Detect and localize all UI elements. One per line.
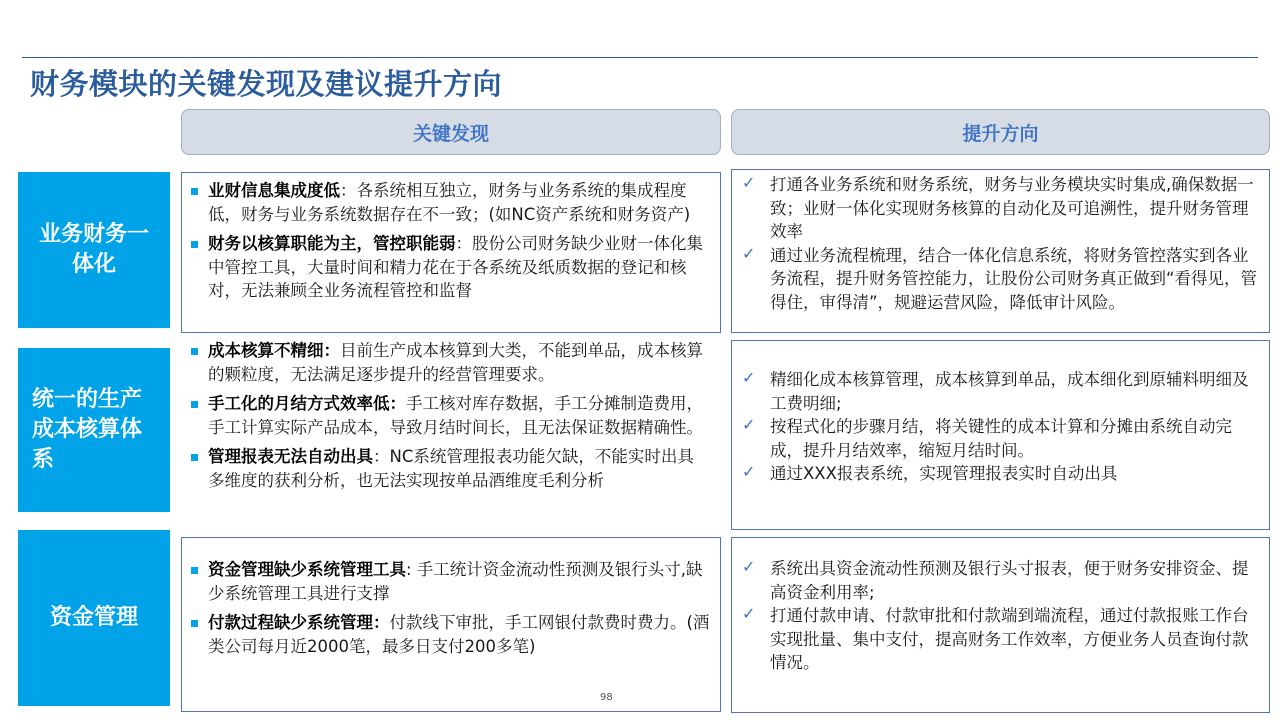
finding-heading: 成本核算不精细： bbox=[208, 341, 340, 360]
improvements-list-1 bbox=[742, 173, 1262, 314]
improvement-item bbox=[742, 368, 1262, 415]
checkmark-icon: ✓ bbox=[742, 243, 756, 263]
finding-text: ：NC系统管理报表功能欠缺，不能实时出具多维度的获利分析，也无法实现按单品酒维度毛利分析 bbox=[208, 447, 694, 490]
page-title: 财务模块的关键发现及建议提升方向 bbox=[30, 67, 503, 101]
column-header-improvements: 提升方向 bbox=[731, 109, 1270, 155]
row-label-line: 统一的生产 bbox=[32, 387, 143, 412]
finding-heading: 付款过程缺少系统管理： bbox=[208, 613, 390, 632]
row-label-production-costing bbox=[18, 348, 170, 512]
row-label-line: 成本核算体 bbox=[32, 417, 143, 442]
column-header-findings: 关键发现 bbox=[181, 109, 721, 155]
improvement-text: 通过XXX报表系统，实现管理报表实时自动出具 bbox=[770, 464, 1118, 483]
finding-heading: 手工化的月结方式效率低： bbox=[208, 394, 406, 413]
finding-heading: 财务以核算职能为主，管控职能弱 bbox=[208, 234, 456, 253]
finding-heading: 管理报表无法自动出具 bbox=[208, 447, 373, 466]
checkmark-icon: ✓ bbox=[742, 173, 756, 192]
row-label-treasury bbox=[18, 530, 170, 706]
improvement-text: 打通付款申请、付款审批和付款端到端流程，通过付款报账工作台实现批量、集中支付，提高财务工作效率，方便业务人员查询付款情况。 bbox=[770, 606, 1249, 672]
finding-text: 手工核对库存数据，手工分摊制造费用，手工计算实际产品成本，导致月结时间长，且无法保证数据精确性。 bbox=[208, 394, 703, 437]
checkmark-icon: ✓ bbox=[742, 557, 756, 576]
improvement-text: 通过业务流程梳理，结合一体化信息系统，将财务管控落实到各业务流程，提升财务管控能力，让股份公司财务真正做到“看得见，管得住，审得清”，规避运营风险，降低审计风险。 bbox=[770, 245, 1258, 312]
row-label-line: 体化 bbox=[71, 252, 116, 277]
improvement-text: 按程式化的步骤月结，将关键性的成本计算和分摊由系统自动完成，提升月结效率，缩短月结时间。 bbox=[770, 417, 1232, 460]
finding-text: ：各系统相互独立，财务与业务系统的集成程度低，财务与业务系统数据存在不一致；(如NC资产系统和财务资产) bbox=[208, 181, 691, 224]
finding-heading: 业财信息集成度低 bbox=[208, 181, 340, 200]
square-bullet-icon bbox=[191, 188, 198, 195]
finding-item bbox=[190, 445, 710, 492]
improvements-list-2 bbox=[742, 368, 1262, 486]
improvement-text: 精细化成本核算管理，成本核算到单品，成本细化到原辅料明细及工费明细; bbox=[770, 370, 1249, 413]
finding-item bbox=[190, 558, 710, 605]
square-bullet-icon bbox=[191, 567, 198, 574]
finding-text: : 手工统计资金流动性预测及银行头寸,缺少系统管理工具进行支撑 bbox=[208, 560, 703, 603]
square-bullet-icon bbox=[191, 620, 198, 627]
finding-text: 付款线下审批，手工网银付款费时费力。(酒类公司每月近2000笔，最多日支付200多笔) bbox=[208, 613, 710, 656]
improvement-item bbox=[742, 173, 1262, 244]
checkmark-icon: ✓ bbox=[742, 415, 756, 434]
finding-item bbox=[190, 611, 710, 658]
finding-item bbox=[190, 339, 710, 386]
row-label-line: 系 bbox=[32, 447, 55, 472]
finding-item bbox=[190, 232, 710, 303]
improvement-item bbox=[742, 557, 1262, 604]
improvement-text: 系统出具资金流动性预测及银行头寸报表，便于财务安排资金、提高资金利用率; bbox=[770, 559, 1249, 602]
finding-text: 目前生产成本核算到大类，不能到单品，成本核算的颗粒度，无法满足逐步提升的经营管理要求。 bbox=[208, 341, 703, 384]
improvement-item bbox=[742, 415, 1262, 462]
finding-text: ：股份公司财务缺少业财一体化集中管控工具，大量时间和精力花在于各系统及纸质数据的登记和核对，无法兼顾全业务流程管控和监督 bbox=[208, 234, 703, 300]
checkmark-icon: ✓ bbox=[742, 462, 756, 481]
square-bullet-icon bbox=[191, 454, 198, 461]
improvement-item bbox=[742, 244, 1262, 315]
square-bullet-icon bbox=[191, 348, 198, 355]
row-label-business-finance bbox=[18, 172, 170, 328]
page-number: 98 bbox=[600, 692, 613, 703]
checkmark-icon: ✓ bbox=[742, 368, 756, 387]
square-bullet-icon bbox=[191, 401, 198, 408]
finding-item bbox=[190, 179, 710, 226]
finding-item bbox=[190, 392, 710, 439]
improvement-item bbox=[742, 604, 1262, 675]
findings-list-3 bbox=[190, 558, 710, 664]
findings-list-2 bbox=[190, 339, 710, 498]
row-label-line: 资金管理 bbox=[49, 605, 138, 630]
findings-list-1 bbox=[190, 179, 710, 309]
improvements-list-3 bbox=[742, 557, 1262, 675]
finding-heading: 资金管理缺少系统管理工具 bbox=[208, 560, 406, 579]
improvement-item bbox=[742, 462, 1262, 486]
square-bullet-icon bbox=[191, 241, 198, 248]
checkmark-icon: ✓ bbox=[742, 604, 756, 623]
improvement-text: 打通各业务系统和财务系统，财务与业务模块实时集成,确保数据一致；业财一体化实现财务核算的自动化及可追溯性，提升财务管理效率 bbox=[770, 175, 1254, 241]
row-label-line: 业务财务一 bbox=[38, 222, 149, 247]
title-rule bbox=[22, 57, 1258, 58]
